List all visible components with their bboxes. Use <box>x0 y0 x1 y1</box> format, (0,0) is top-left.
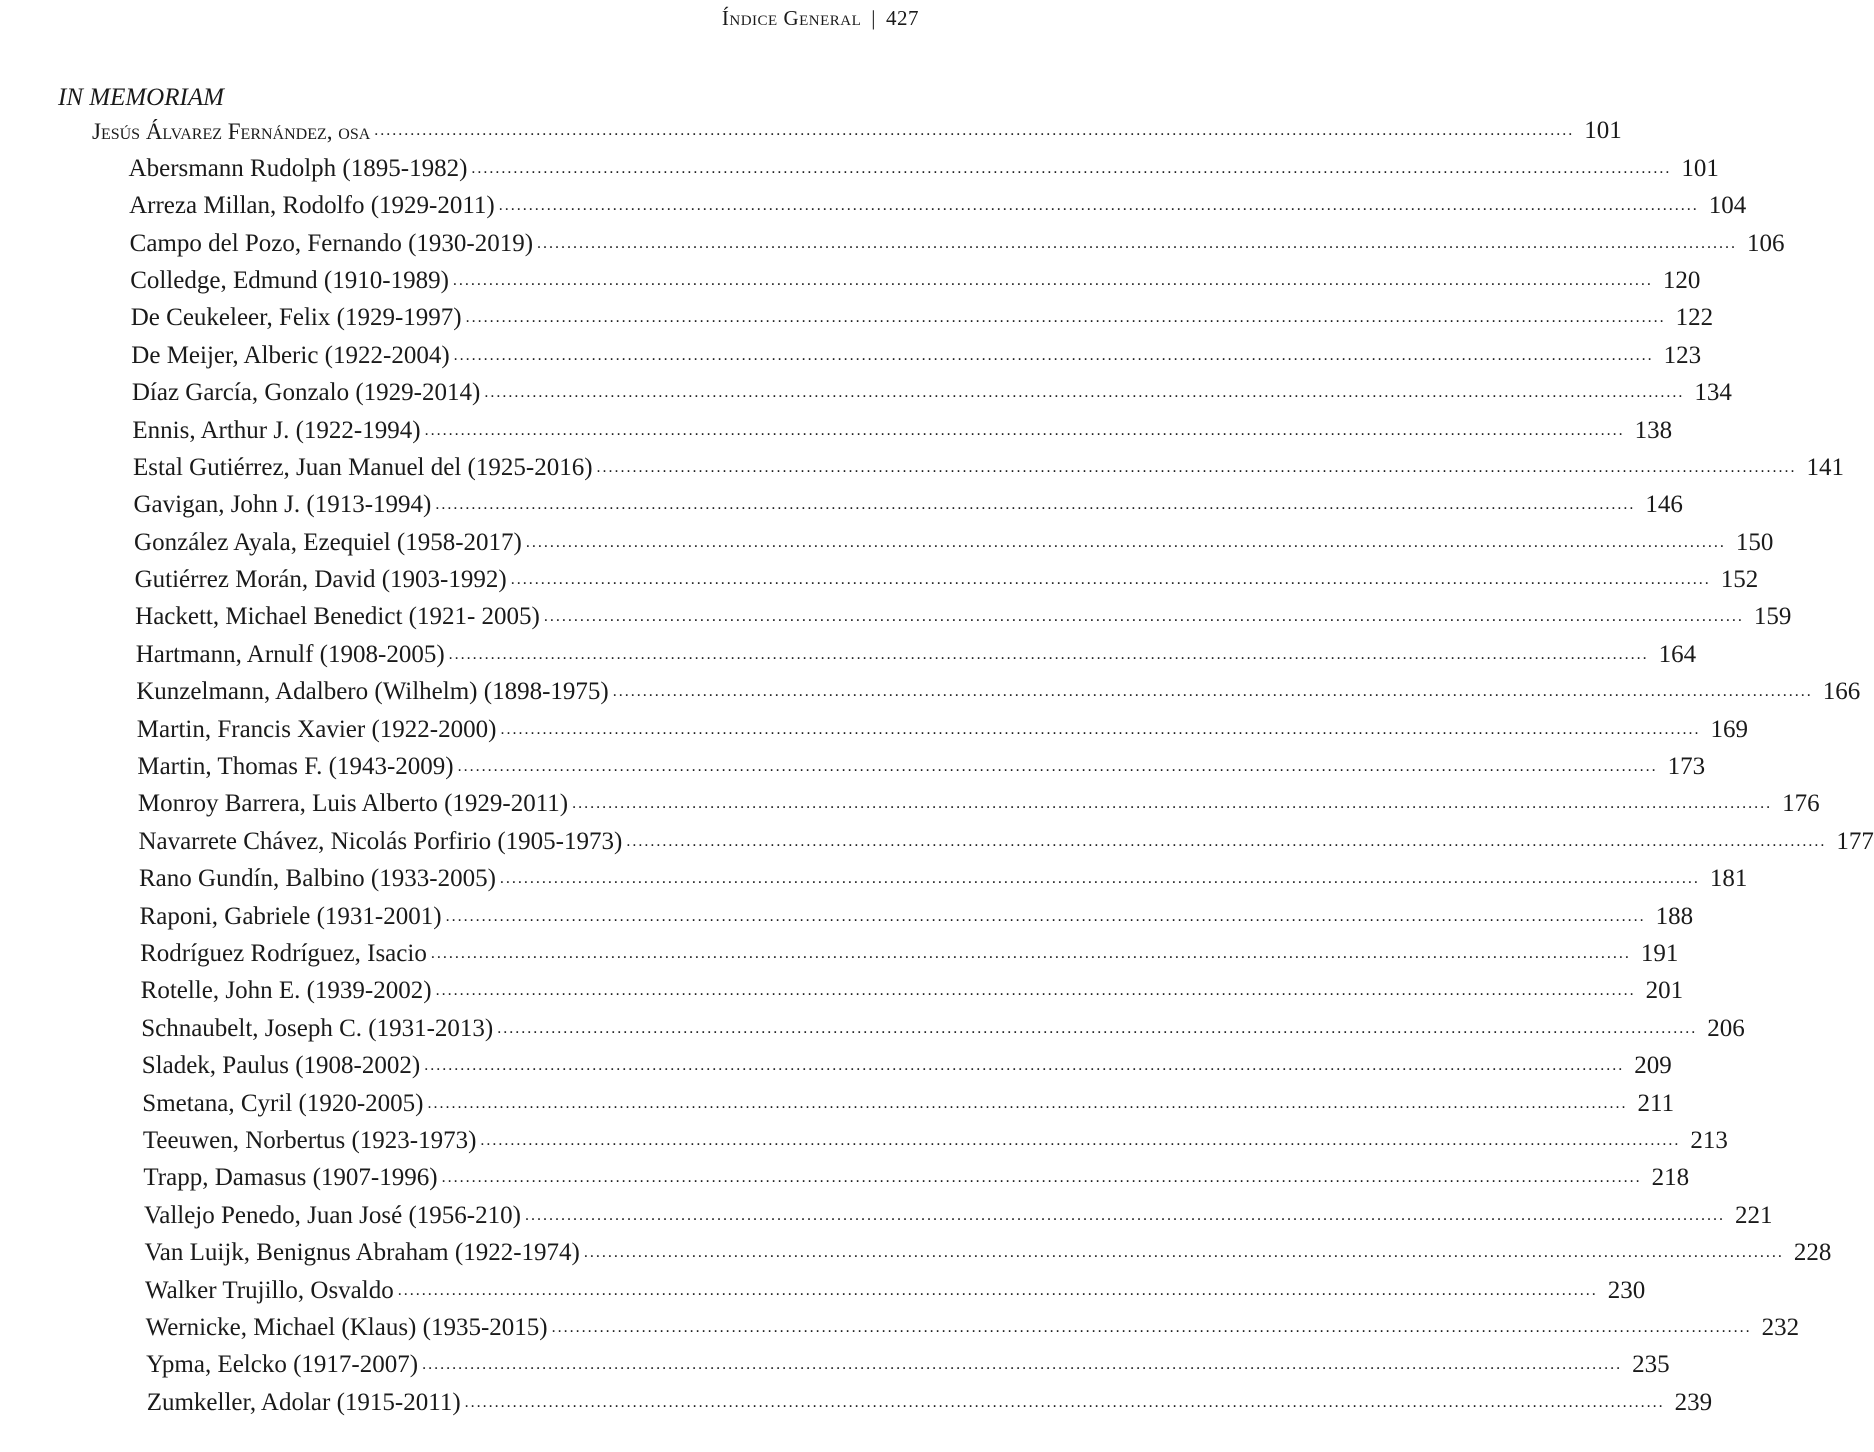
toc-dot-leader: ........................................................................................................................................................................................................ <box>626 832 1827 850</box>
toc-dot-leader: ........................................................................................................................................................................................................ <box>465 309 1666 327</box>
toc-entry-text: Estal Gutiérrez, Juan Manuel del (1925-2016) <box>132 453 593 481</box>
toc-entry-page: 232 <box>1761 1313 1800 1341</box>
toc-entry-page: 176 <box>1782 790 1820 818</box>
toc-dot-leader: ........................................................................................................................................................................................................ <box>435 496 1636 514</box>
toc-entry <box>0 1043 1672 1080</box>
toc-entry-text: Gavigan, John J. (1913-1994) <box>133 491 432 519</box>
running-header-title: Índice General <box>721 6 862 30</box>
toc-dot-leader: ........................................................................................................................................................................................................ <box>612 683 1813 701</box>
toc-entry-page: 206 <box>1707 1014 1745 1042</box>
toc-entry <box>0 669 1861 706</box>
toc-entry <box>0 631 1697 668</box>
toc-entry-page: 106 <box>1747 229 1785 257</box>
toc-dot-leader: ........................................................................................................................................................................................................ <box>543 608 1744 626</box>
toc-entry-text: Zumkeller, Adolar (1915-2011) <box>146 1388 461 1416</box>
toc-dot-leader: ........................................................................................................................................................................................................ <box>583 1244 1784 1262</box>
toc-entry <box>0 968 1684 1005</box>
toc-entry-text: Vallejo Penedo, Juan José (1956-210) <box>143 1201 521 1229</box>
toc-entry-text: Ypma, Eelcko (1917-2007) <box>146 1351 419 1379</box>
toc-entry <box>0 893 1694 930</box>
toc-entry <box>0 744 1706 781</box>
toc-entry-text: Rodríguez Rodríguez, Isacio <box>140 939 427 967</box>
toc-dot-leader: ........................................................................................................................................................................................................ <box>422 1356 1623 1374</box>
toc-entry <box>0 594 1792 631</box>
toc-entry-page: 146 <box>1645 491 1683 519</box>
toc-dot-leader: ........................................................................................................................................................................................................ <box>374 122 1575 140</box>
toc-entry-page: 218 <box>1651 1164 1690 1192</box>
toc-entry-page: 164 <box>1658 640 1697 668</box>
toc-entry-page: 191 <box>1640 939 1679 967</box>
toc-dot-leader: ........................................................................................................................................................................................................ <box>537 234 1738 252</box>
toc-entry-page: 181 <box>1709 865 1748 893</box>
toc-dot-leader: ........................................................................................................................................................................................................ <box>435 982 1636 1000</box>
toc-dot-leader: ........................................................................................................................................................................................................ <box>457 758 1658 776</box>
toc-entry <box>0 445 1845 482</box>
toc-dot-leader: ........................................................................................................................................................................................................ <box>525 533 1726 551</box>
toc-entry-text: Hackett, Michael Benedict (1921- 2005) <box>135 603 540 631</box>
toc-entry <box>0 183 1747 220</box>
toc-entry-text: Schnaubelt, Joseph C. (1931-2013) <box>141 1014 494 1042</box>
toc-entry <box>0 931 1679 968</box>
toc-entry <box>0 706 1748 743</box>
toc-entry-page: 239 <box>1674 1388 1713 1416</box>
toc-entry <box>0 1080 1675 1117</box>
toc-entry <box>0 1155 1690 1192</box>
running-header-separator: | <box>871 6 876 30</box>
toc-entry <box>0 1305 1800 1342</box>
toc-entry-page: 134 <box>1694 379 1732 407</box>
toc-entry-text: Martin, Francis Xavier (1922-2000) <box>136 715 497 743</box>
toc-entry <box>0 1192 1773 1229</box>
toc-dot-leader: ........................................................................................................................................................................................................ <box>572 795 1773 813</box>
toc-entry-page: 123 <box>1663 341 1702 369</box>
section-title: IN MEMORIAM <box>58 84 224 111</box>
toc-entry <box>0 781 1820 818</box>
toc-entry-text: Wernicke, Michael (Klaus) (1935-2015) <box>145 1313 548 1341</box>
toc-list <box>0 108 1874 1417</box>
toc-entry-page: 169 <box>1710 715 1748 743</box>
toc-dot-leader: ........................................................................................................................................................................................................ <box>424 421 1625 439</box>
toc-entry <box>0 370 1732 407</box>
toc-dot-leader: ........................................................................................................................................................................................................ <box>524 1206 1725 1224</box>
toc-dot-leader: ........................................................................................................................................................................................................ <box>441 1169 1642 1187</box>
toc-entry-text: Walker Trujillo, Osvaldo <box>145 1276 394 1304</box>
toc-entry <box>0 519 1774 556</box>
toc-dot-leader: ........................................................................................................................................................................................................ <box>497 1019 1698 1037</box>
toc-entry-text: Navarrete Chávez, Nicolás Porfirio (1905-1973) <box>138 827 623 855</box>
toc-entry <box>0 1267 1646 1304</box>
toc-entry-page: 230 <box>1607 1276 1646 1304</box>
toc-entry <box>0 557 1759 594</box>
toc-dot-leader: ........................................................................................................................................................................................................ <box>427 1094 1628 1112</box>
toc-dot-leader: ........................................................................................................................................................................................................ <box>445 907 1646 925</box>
running-header <box>722 6 919 31</box>
toc-dot-leader: ........................................................................................................................................................................................................ <box>424 1057 1625 1075</box>
toc-entry-page: 138 <box>1634 416 1673 444</box>
toc-dot-leader: ........................................................................................................................................................................................................ <box>452 271 1653 289</box>
toc-entry-text: Smetana, Cyril (1920-2005) <box>142 1089 424 1117</box>
toc-entry-page: 213 <box>1690 1126 1728 1154</box>
toc-entry-text: Monroy Barrera, Luis Alberto (1929-2011) <box>137 790 569 818</box>
toc-entry-text: Colledge, Edmund (1910-1989) <box>130 266 449 294</box>
toc-entry <box>0 1005 1745 1042</box>
toc-entry-page: 201 <box>1645 977 1684 1005</box>
running-header-page-number: 427 <box>886 6 919 30</box>
toc-entry-page: 221 <box>1734 1201 1773 1229</box>
toc-entry-text: Campo del Pozo, Fernando (1930-2019) <box>129 229 534 257</box>
toc-entry-page: 150 <box>1735 528 1774 556</box>
toc-entry-page: 122 <box>1675 304 1714 332</box>
toc-entry <box>0 856 1748 893</box>
toc-entry-page: 173 <box>1667 753 1706 781</box>
toc-entry-text: Hartmann, Arnulf (1908-2005) <box>135 640 445 668</box>
toc-dot-leader: ........................................................................................................................................................................................................ <box>484 384 1685 402</box>
toc-dot-leader: ........................................................................................................................................................................................................ <box>551 1318 1752 1336</box>
toc-entry-text: Rano Gundín, Balbino (1933-2005) <box>139 865 496 893</box>
toc-entry <box>0 332 1702 369</box>
toc-entry-text: Gutiérrez Morán, David (1903-1992) <box>134 566 507 594</box>
toc-entry-text: Van Luijk, Benignus Abraham (1922-1974) <box>144 1239 580 1267</box>
toc-entry <box>0 1342 1670 1379</box>
toc-entry-text: Díaz García, Gonzalo (1929-2014) <box>131 379 481 407</box>
toc-entry-text: Kunzelmann, Adalbero (Wilhelm) (1898-1975) <box>136 678 609 706</box>
toc-entry-page: 101 <box>1681 154 1719 182</box>
toc-dot-leader: ........................................................................................................................................................................................................ <box>596 458 1797 476</box>
toc-entry <box>0 145 1719 182</box>
toc-dot-leader: ........................................................................................................................................................................................................ <box>464 1393 1665 1411</box>
toc-entry-text: González Ayala, Ezequiel (1958-2017) <box>134 528 522 556</box>
toc-entry-page: 104 <box>1708 192 1747 220</box>
toc-entry-page: 211 <box>1637 1089 1675 1117</box>
toc-entry-text: Trapp, Damasus (1907-1996) <box>143 1164 438 1192</box>
toc-dot-leader: ........................................................................................................................................................................................................ <box>500 720 1701 738</box>
toc-entry-text: De Ceukeleer, Felix (1929-1997) <box>130 304 462 332</box>
toc-entry-text: Teeuwen, Norbertus (1923-1973) <box>142 1126 477 1154</box>
toc-entry-text: Martin, Thomas F. (1943-2009) <box>137 753 454 781</box>
toc-entry <box>0 818 1874 855</box>
toc-dot-leader: ........................................................................................................................................................................................................ <box>430 944 1631 962</box>
toc-entry <box>0 407 1673 444</box>
toc-entry-page: 188 <box>1655 902 1694 930</box>
toc-dot-leader: ........................................................................................................................................................................................................ <box>453 346 1654 364</box>
toc-entry-text: Rotelle, John E. (1939-2002) <box>140 977 432 1005</box>
toc-entry-text: Abersmann Rudolph (1895-1982) <box>128 154 468 182</box>
toc-entry-text: Jesús Álvarez Fernández, osa <box>92 119 371 145</box>
toc-entry-page: 177 <box>1836 827 1874 855</box>
toc-entry <box>0 220 1785 257</box>
toc-entry-page: 235 <box>1632 1351 1670 1379</box>
toc-entry-page: 166 <box>1822 678 1861 706</box>
toc-entry <box>0 1379 1713 1416</box>
toc-entry <box>0 295 1714 332</box>
toc-entry-page: 159 <box>1753 603 1792 631</box>
toc-dot-leader: ........................................................................................................................................................................................................ <box>499 870 1700 888</box>
toc-dot-leader: ........................................................................................................................................................................................................ <box>510 571 1711 589</box>
toc-entry-text: De Meijer, Alberic (1922-2004) <box>131 341 450 369</box>
toc-entry-page: 101 <box>1584 117 1622 145</box>
toc-entry-page: 228 <box>1793 1239 1832 1267</box>
toc-entry-text: Ennis, Arthur J. (1922-1994) <box>132 416 421 444</box>
toc-dot-leader: ........................................................................................................................................................................................................ <box>471 159 1672 177</box>
toc-lead-entry <box>0 108 1622 145</box>
toc-entry <box>0 258 1701 295</box>
toc-entry-text: Raponi, Gabriele (1931-2001) <box>139 902 442 930</box>
toc-entry <box>0 1230 1832 1267</box>
toc-entry-page: 209 <box>1634 1052 1672 1080</box>
toc-dot-leader: ........................................................................................................................................................................................................ <box>448 645 1649 663</box>
toc-entry <box>0 1118 1728 1155</box>
toc-entry-page: 152 <box>1720 566 1759 594</box>
toc-dot-leader: ........................................................................................................................................................................................................ <box>498 197 1699 215</box>
toc-entry-text: Sladek, Paulus (1908-2002) <box>141 1052 421 1080</box>
toc-entry-page: 120 <box>1662 266 1701 294</box>
toc-entry-text: Arreza Millan, Rodolfo (1929-2011) <box>129 192 495 220</box>
toc-entry-page: 141 <box>1806 453 1845 481</box>
toc-dot-leader: ........................................................................................................................................................................................................ <box>397 1281 1598 1299</box>
toc-entry <box>0 482 1683 519</box>
toc-dot-leader: ........................................................................................................................................................................................................ <box>480 1131 1681 1149</box>
